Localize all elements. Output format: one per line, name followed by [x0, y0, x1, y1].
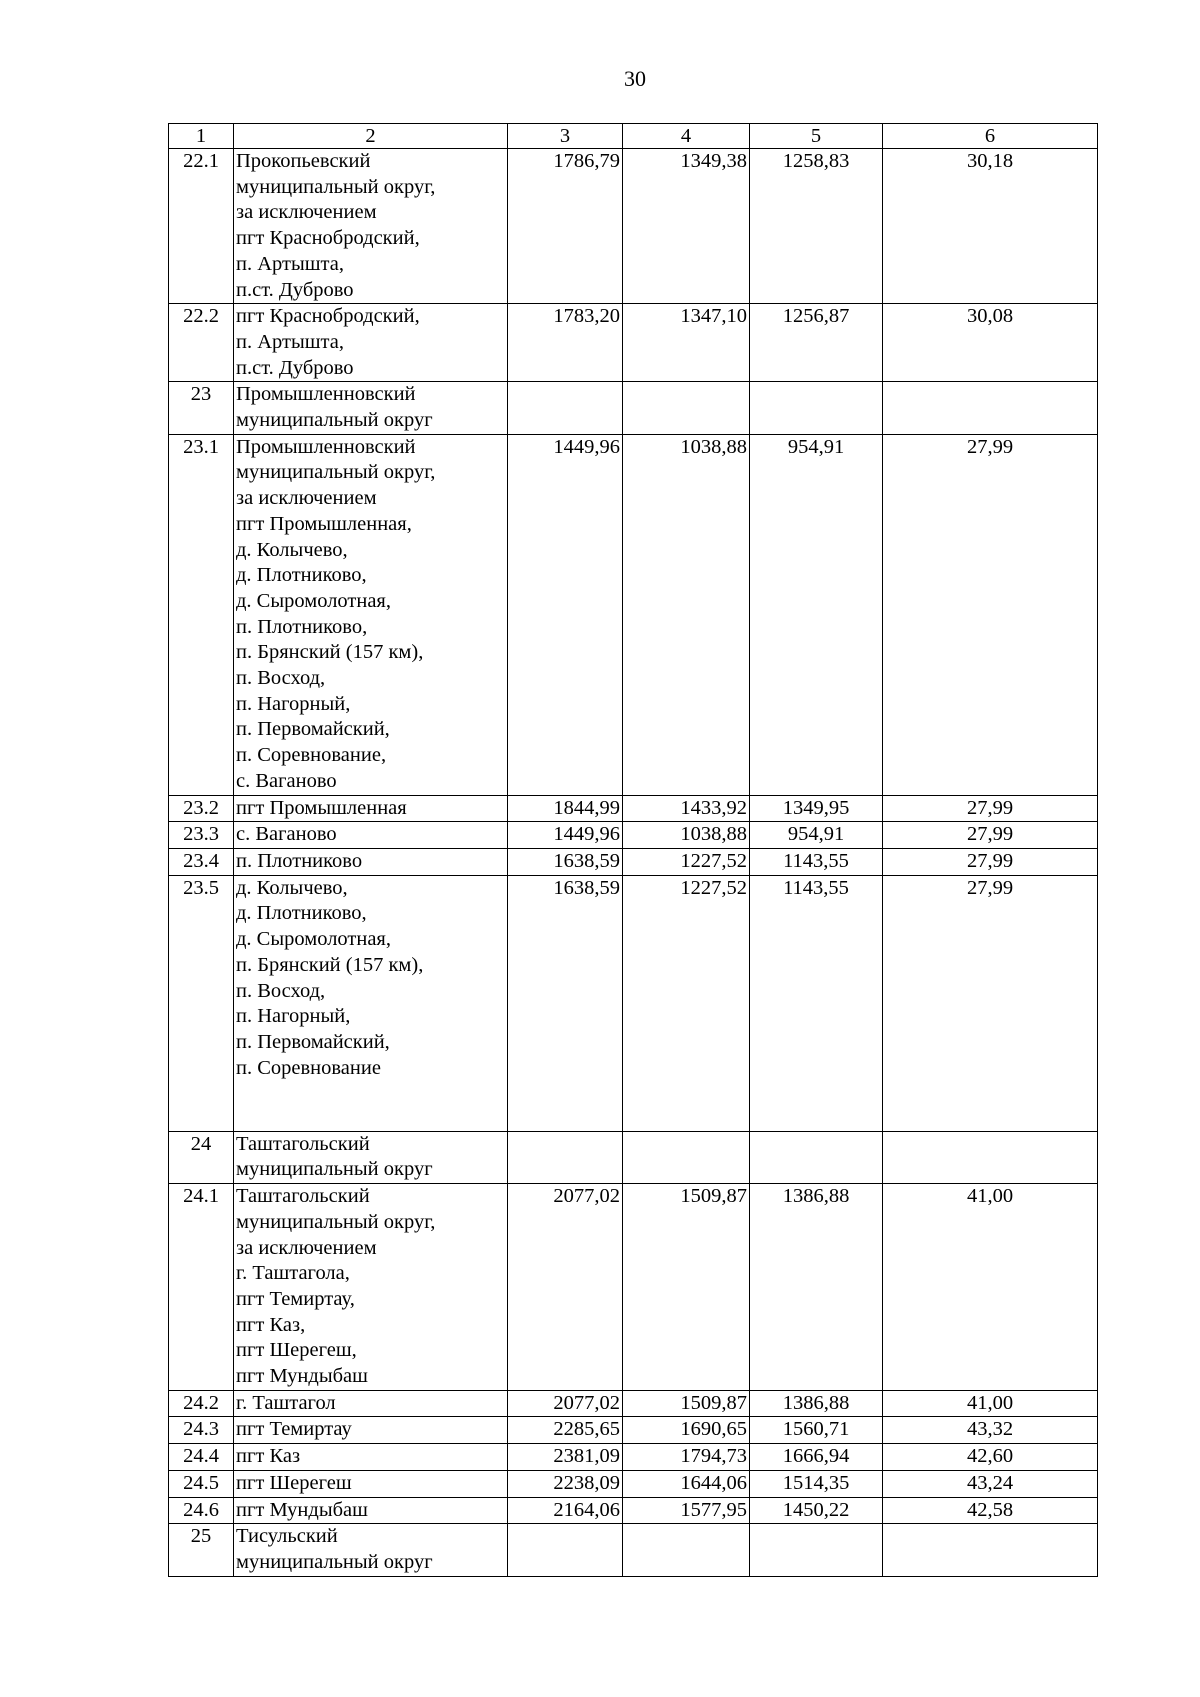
table-row	[169, 434, 1098, 795]
col4-value-cell: 1349,38	[623, 149, 750, 304]
tariff-table	[168, 123, 1098, 1577]
col6-value-cell: 30,18	[883, 149, 1098, 304]
row-name-cell: Прокопьевский муниципальный округ, за исключением пгт Краснобродский, п. Артышта, п.ст. Дуброво	[234, 149, 508, 304]
col4-value-cell: 1433,92	[623, 795, 750, 822]
col5-value-cell: 954,91	[750, 822, 883, 849]
row-number-cell: 22.1	[169, 149, 234, 304]
col6-value-cell: 27,99	[883, 875, 1098, 1131]
header-cell-2: 2	[234, 124, 508, 149]
col5-value-cell: 1143,55	[750, 875, 883, 1131]
col6-value-cell: 42,60	[883, 1444, 1098, 1471]
col3-value-cell	[508, 1131, 623, 1183]
col4-value-cell: 1577,95	[623, 1497, 750, 1524]
col6-value-cell: 27,99	[883, 848, 1098, 875]
table-row	[169, 382, 1098, 434]
row-name-cell: г. Таштагол	[234, 1390, 508, 1417]
col6-value-cell: 41,00	[883, 1390, 1098, 1417]
col4-value-cell: 1794,73	[623, 1444, 750, 1471]
row-number-cell: 23.2	[169, 795, 234, 822]
col3-value-cell: 1786,79	[508, 149, 623, 304]
col5-value-cell: 1143,55	[750, 848, 883, 875]
col5-value-cell: 1666,94	[750, 1444, 883, 1471]
table-row	[169, 795, 1098, 822]
col6-value-cell: 30,08	[883, 304, 1098, 382]
row-number-cell: 23.3	[169, 822, 234, 849]
col6-value-cell: 27,99	[883, 434, 1098, 795]
table-row	[169, 1524, 1098, 1576]
row-number-cell: 23.4	[169, 848, 234, 875]
row-name-cell: Промышленновский муниципальный округ, за исключением пгт Промышленная, д. Колычево, д. Плотниково, д. Сыромолотная, п. Плотниково, п. Брянский (157 км), п. Восход, п. Нагорный, п. Первомайский, п. Соревнование, с. Ваганово	[234, 434, 508, 795]
col4-value-cell: 1227,52	[623, 875, 750, 1131]
col5-value-cell: 1560,71	[750, 1417, 883, 1444]
table-row	[169, 1390, 1098, 1417]
col5-value-cell: 1450,22	[750, 1497, 883, 1524]
row-number-cell: 24.6	[169, 1497, 234, 1524]
row-name-cell: пгт Шерегеш	[234, 1470, 508, 1497]
col3-value-cell	[508, 1524, 623, 1576]
col3-value-cell: 1844,99	[508, 795, 623, 822]
table-row	[169, 1417, 1098, 1444]
col4-value-cell: 1347,10	[623, 304, 750, 382]
row-number-cell: 23	[169, 382, 234, 434]
col5-value-cell	[750, 1524, 883, 1576]
col6-value-cell: 42,58	[883, 1497, 1098, 1524]
row-number-cell: 23.5	[169, 875, 234, 1131]
row-name-cell: Тисульский муниципальный округ	[234, 1524, 508, 1576]
col5-value-cell: 1386,88	[750, 1390, 883, 1417]
row-name-cell: Таштагольский муниципальный округ, за исключением г. Таштагола, пгт Темиртау, пгт Каз, пгт Шерегеш, пгт Мундыбаш	[234, 1184, 508, 1391]
col4-value-cell: 1509,87	[623, 1390, 750, 1417]
row-name-cell: пгт Темиртау	[234, 1417, 508, 1444]
col5-value-cell: 1386,88	[750, 1184, 883, 1391]
col6-value-cell	[883, 1524, 1098, 1576]
table-row	[169, 1184, 1098, 1391]
table-row	[169, 875, 1098, 1131]
col6-value-cell: 43,24	[883, 1470, 1098, 1497]
row-name-cell: Промышленновский муниципальный округ	[234, 382, 508, 434]
table-row	[169, 304, 1098, 382]
row-name-cell: пгт Каз	[234, 1444, 508, 1471]
col5-value-cell: 1256,87	[750, 304, 883, 382]
col5-value-cell: 1514,35	[750, 1470, 883, 1497]
row-number-cell: 25	[169, 1524, 234, 1576]
table-row	[169, 1470, 1098, 1497]
header-cell-6: 6	[883, 124, 1098, 149]
header-cell-4: 4	[623, 124, 750, 149]
row-number-cell: 24.4	[169, 1444, 234, 1471]
header-cell-5: 5	[750, 124, 883, 149]
col3-value-cell: 1638,59	[508, 875, 623, 1131]
table-body	[169, 124, 1098, 1577]
row-number-cell: 23.1	[169, 434, 234, 795]
header-cell-3: 3	[508, 124, 623, 149]
col3-value-cell: 1783,20	[508, 304, 623, 382]
row-number-cell: 24	[169, 1131, 234, 1183]
col6-value-cell: 41,00	[883, 1184, 1098, 1391]
col4-value-cell: 1644,06	[623, 1470, 750, 1497]
row-number-cell: 24.5	[169, 1470, 234, 1497]
col4-value-cell: 1038,88	[623, 434, 750, 795]
table-row	[169, 848, 1098, 875]
col3-value-cell: 1449,96	[508, 822, 623, 849]
col6-value-cell	[883, 382, 1098, 434]
col4-value-cell: 1690,65	[623, 1417, 750, 1444]
col3-value-cell: 2077,02	[508, 1184, 623, 1391]
row-name-cell: д. Колычево, д. Плотниково, д. Сыромолотная, п. Брянский (157 км), п. Восход, п. Нагорный, п. Первомайский, п. Соревнование	[234, 875, 508, 1131]
row-number-cell: 24.2	[169, 1390, 234, 1417]
row-name-cell: Таштагольский муниципальный округ	[234, 1131, 508, 1183]
col4-value-cell: 1227,52	[623, 848, 750, 875]
col6-value-cell	[883, 1131, 1098, 1183]
col3-value-cell: 1449,96	[508, 434, 623, 795]
table-row	[169, 1131, 1098, 1183]
col5-value-cell: 1349,95	[750, 795, 883, 822]
table-row	[169, 149, 1098, 304]
row-name-cell: с. Ваганово	[234, 822, 508, 849]
row-number-cell: 24.3	[169, 1417, 234, 1444]
row-number-cell: 24.1	[169, 1184, 234, 1391]
col6-value-cell: 27,99	[883, 822, 1098, 849]
table-row	[169, 1444, 1098, 1471]
col5-value-cell: 954,91	[750, 434, 883, 795]
col6-value-cell: 43,32	[883, 1417, 1098, 1444]
col4-value-cell	[623, 1524, 750, 1576]
row-name-cell: пгт Краснобродский, п. Артышта, п.ст. Дуброво	[234, 304, 508, 382]
col4-value-cell: 1038,88	[623, 822, 750, 849]
col4-value-cell	[623, 382, 750, 434]
row-name-cell: пгт Промышленная	[234, 795, 508, 822]
table-row	[169, 1497, 1098, 1524]
col3-value-cell: 2381,09	[508, 1444, 623, 1471]
row-name-cell: пгт Мундыбаш	[234, 1497, 508, 1524]
page-number: 30	[624, 66, 646, 91]
header-cell-1: 1	[169, 124, 234, 149]
col3-value-cell: 2285,65	[508, 1417, 623, 1444]
col3-value-cell	[508, 382, 623, 434]
col5-value-cell	[750, 1131, 883, 1183]
table-header-row	[169, 124, 1098, 149]
col5-value-cell: 1258,83	[750, 149, 883, 304]
table-row	[169, 822, 1098, 849]
col3-value-cell: 1638,59	[508, 848, 623, 875]
col3-value-cell: 2077,02	[508, 1390, 623, 1417]
row-name-cell: п. Плотниково	[234, 848, 508, 875]
col6-value-cell: 27,99	[883, 795, 1098, 822]
col5-value-cell	[750, 382, 883, 434]
col3-value-cell: 2238,09	[508, 1470, 623, 1497]
col3-value-cell: 2164,06	[508, 1497, 623, 1524]
col4-value-cell: 1509,87	[623, 1184, 750, 1391]
row-number-cell: 22.2	[169, 304, 234, 382]
col4-value-cell	[623, 1131, 750, 1183]
